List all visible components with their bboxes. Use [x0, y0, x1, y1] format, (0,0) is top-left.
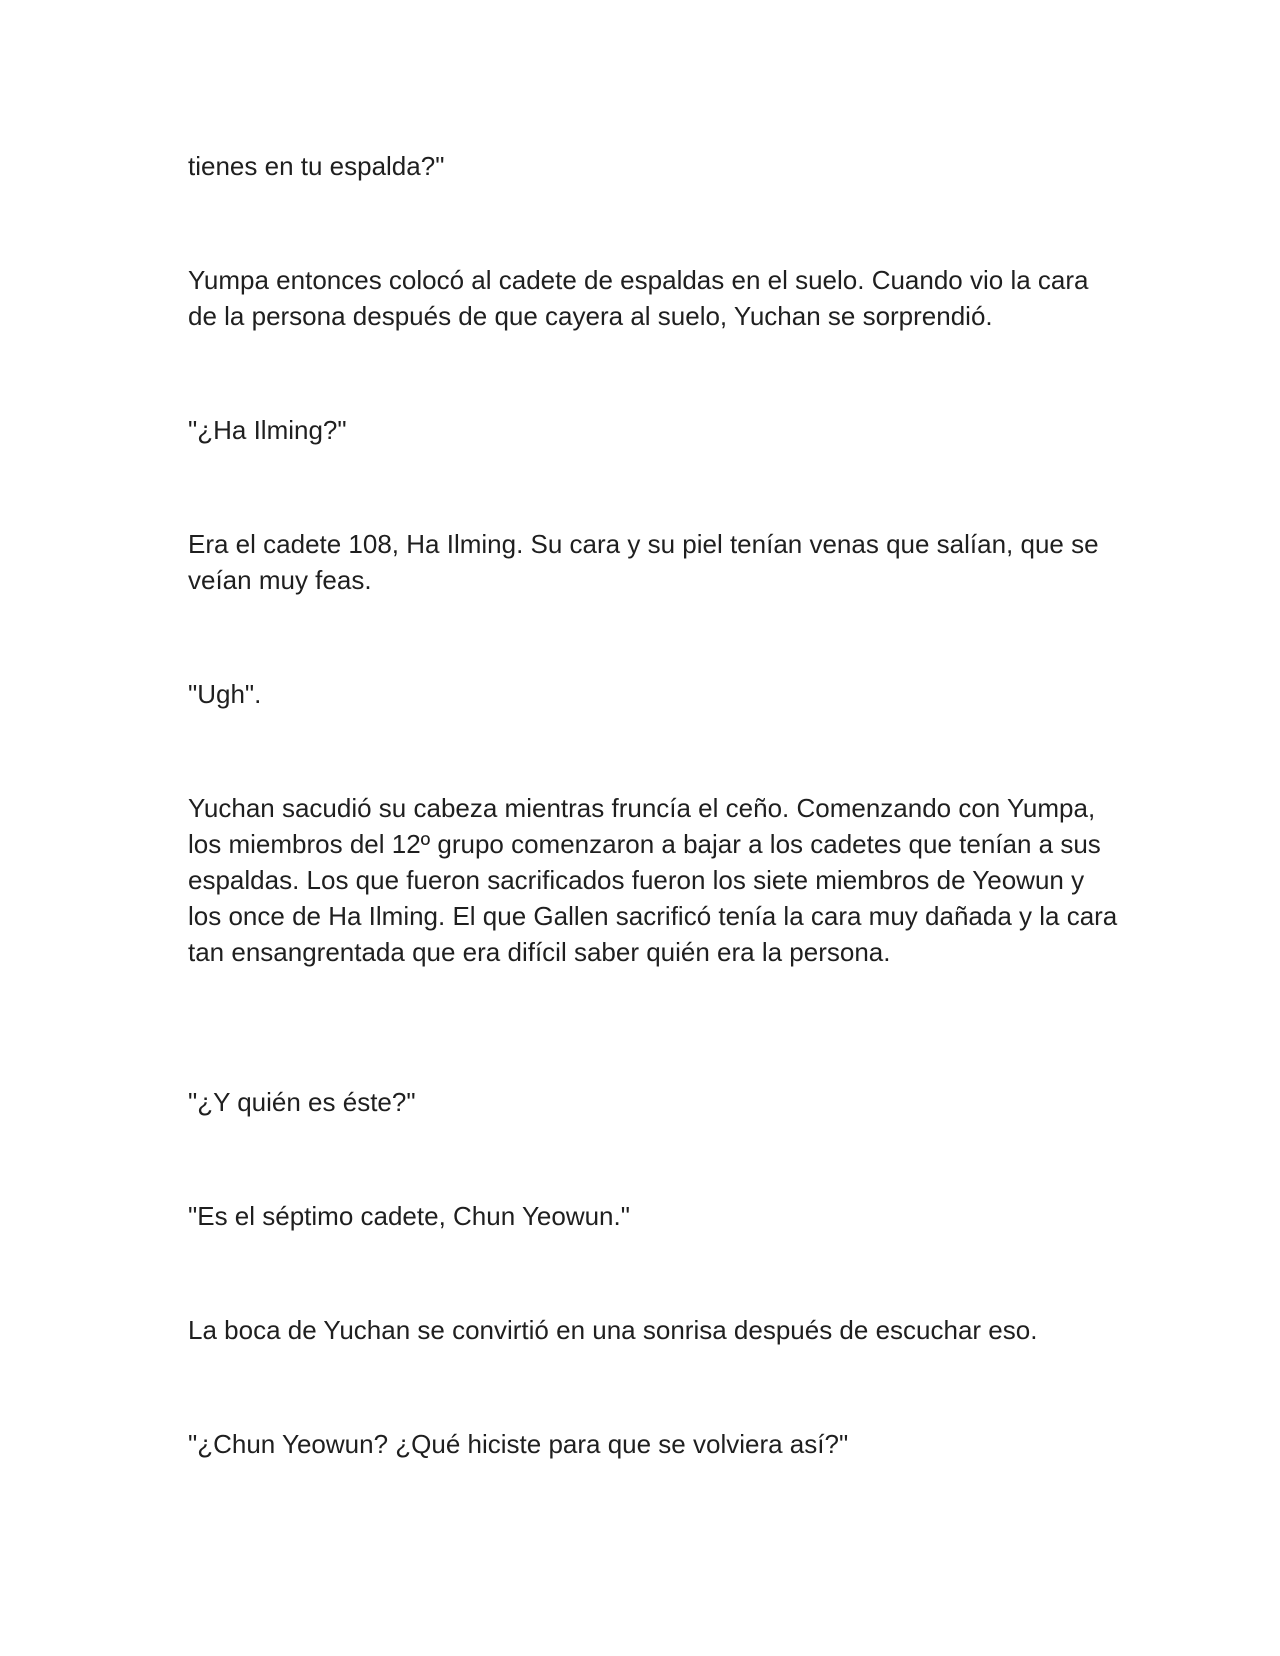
paragraph-7: "¿Y quién es éste?" — [188, 1087, 416, 1117]
paragraph-8: "Es el séptimo cadete, Chun Yeowun." — [188, 1201, 630, 1231]
paragraph-4: Era el cadete 108, Ha Ilming. Su cara y su piel tenían venas que salían, que se veían muy feas. — [188, 529, 1099, 595]
paragraph-2: Yumpa entonces colocó al cadete de espaldas en el suelo. Cuando vio la cara de la persona después de que cayera al suelo, Yuchan se sorprendió. — [188, 265, 1089, 331]
paragraph-6: Yuchan sacudió su cabeza mientras fruncía el ceño. Comenzando con Yumpa, los miembros del 12º grupo comenzaron a bajar a los cadetes que tenían a sus espaldas. Los que fueron sacrificados fueron los siete miembros de Yeowun y los once de Ha Ilming. El que Gallen sacrificó tenía la cara muy dañada y la cara tan ensangrentada que era difícil saber quién era la persona. — [188, 793, 1118, 967]
paragraph-1: tienes en tu espalda?" — [188, 151, 445, 181]
paragraph-9: La boca de Yuchan se convirtió en una sonrisa después de escuchar eso. — [188, 1315, 1038, 1345]
paragraph-3: "¿Ha Ilming?" — [188, 415, 347, 445]
paragraph-5: "Ugh". — [188, 679, 262, 709]
paragraph-10: "¿Chun Yeowun? ¿Qué hiciste para que se volviera así?" — [188, 1429, 849, 1459]
